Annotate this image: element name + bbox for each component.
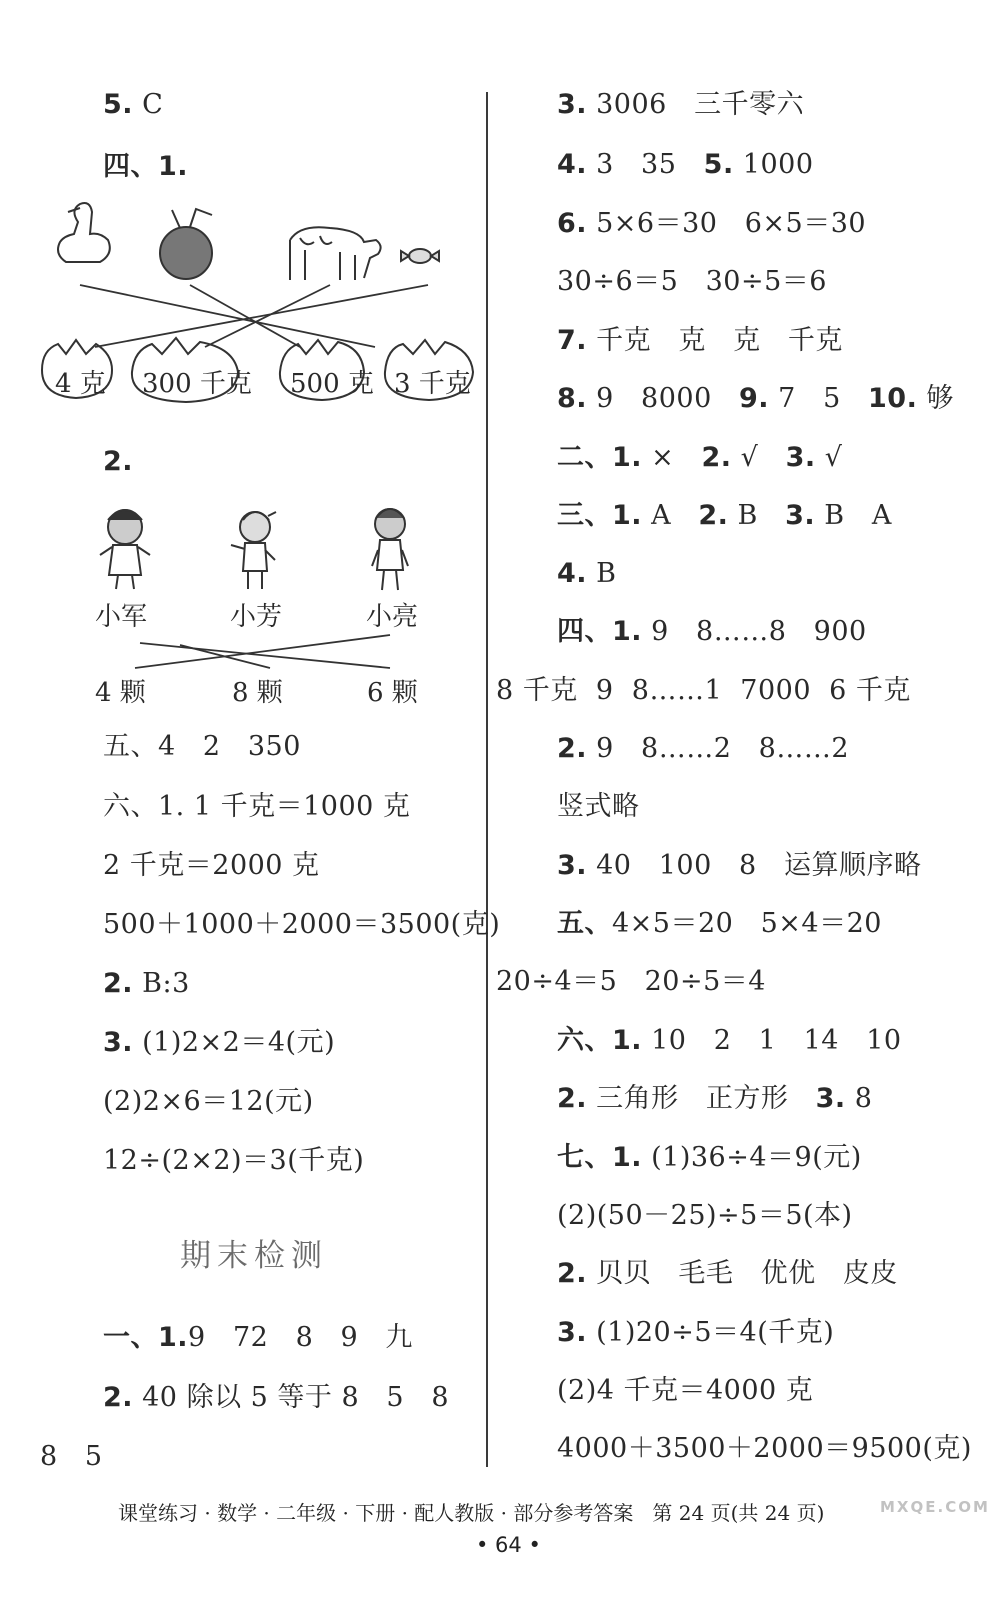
answer-line: 30÷6＝5 30÷5＝6 <box>557 266 827 297</box>
answer-line: 4. B <box>557 558 617 589</box>
answer-line: 20÷4＝5 20÷5＝4 <box>496 966 766 997</box>
answer-line: 四、1. 9 8……8 900 <box>557 616 867 647</box>
answer-line: 3. 3006 三千零六 <box>557 89 805 120</box>
boy-icon <box>100 510 150 589</box>
section-title: 期末检测 <box>180 1238 328 1274</box>
answer-line: 3. 40 100 8 运算顺序略 <box>557 850 922 881</box>
answer-line: 2. 贝贝 毛毛 优优 皮皮 <box>557 1258 898 1289</box>
answer-line: 五、4×5＝20 5×4＝20 <box>557 908 882 939</box>
weight-label: 300 千克 <box>142 369 252 399</box>
answer-line: 六、1. 10 2 1 14 10 <box>557 1025 902 1056</box>
answer-line: 2. <box>103 446 134 477</box>
answer-line: 3. (1)20÷5＝4(千克) <box>557 1317 835 1348</box>
answer-line: 2 千克＝2000 克 <box>103 850 320 881</box>
watermark: MXQE.COM <box>880 1498 990 1516</box>
count-label: 8 颗 <box>232 678 283 708</box>
answer-line: 2. B:3 <box>103 968 190 999</box>
answer-line: 7. 千克 克 克 千克 <box>557 325 843 356</box>
answer-line: 二、1. × 2. √ 3. √ <box>557 442 843 473</box>
answer-line: (2)4 千克＝4000 克 <box>557 1375 814 1406</box>
answer-line: 500＋1000＋2000＝3500(克) <box>103 909 501 940</box>
answer-line: 12÷(2×2)＝3(千克) <box>103 1145 365 1176</box>
answer-line: 4000＋3500＋2000＝9500(克) <box>557 1433 972 1464</box>
boy2-icon <box>372 509 408 590</box>
answer-line: 3. (1)2×2＝4(元) <box>103 1027 336 1058</box>
page-number: • 64 • <box>476 1533 541 1557</box>
girl-icon <box>231 512 276 589</box>
answer-line: 2. 9 8……2 8……2 <box>557 733 850 764</box>
answer-line: 5. C <box>103 89 164 120</box>
answer-line: 4. 3 35 5. 1000 <box>557 149 814 180</box>
count-label: 6 颗 <box>367 678 418 708</box>
answer-line: (2)(50－25)÷5＝5(本) <box>557 1200 853 1231</box>
child-name: 小芳 <box>230 602 283 632</box>
answer-line: 2. 三角形 正方形 3. 8 <box>557 1083 873 1114</box>
footer-caption: 课堂练习 · 数学 · 二年级 · 下册 · 配人教版 · 部分参考答案 第 24 页(共 24 页) <box>118 1501 825 1525</box>
answer-line: 七、1. (1)36÷4＝9(元) <box>557 1142 862 1173</box>
answer-line: 一、1.9 72 8 9 九 <box>103 1322 413 1353</box>
weight-label: 500 克 <box>290 369 374 399</box>
answer-line: 竖式略 <box>557 791 640 822</box>
weight-label: 3 千克 <box>394 369 471 399</box>
answer-line: 8 千克 9 8……1 7000 6 千克 <box>496 675 911 706</box>
answer-line: 六、1. 1 千克＝1000 克 <box>103 791 411 822</box>
answer-line: 8. 9 8000 9. 7 5 10. 够 <box>557 383 954 414</box>
weight-label: 4 克 <box>55 369 106 399</box>
matching-figure-children <box>0 0 1000 720</box>
answer-line: 6. 5×6＝30 6×5＝30 <box>557 208 867 239</box>
answer-line: 五、4 2 350 <box>103 731 301 762</box>
child-name: 小亮 <box>366 602 419 632</box>
answer-line: 三、1. A 2. B 3. B A <box>557 500 892 531</box>
answer-line: 四、1. <box>103 151 189 182</box>
answer-line: (2)2×6＝12(元) <box>103 1086 314 1117</box>
answer-line: 8 5 <box>40 1441 103 1472</box>
child-name: 小军 <box>95 602 148 632</box>
answer-line: 2. 40 除以 5 等于 8 5 8 <box>103 1382 450 1413</box>
count-label: 4 颗 <box>95 678 146 708</box>
